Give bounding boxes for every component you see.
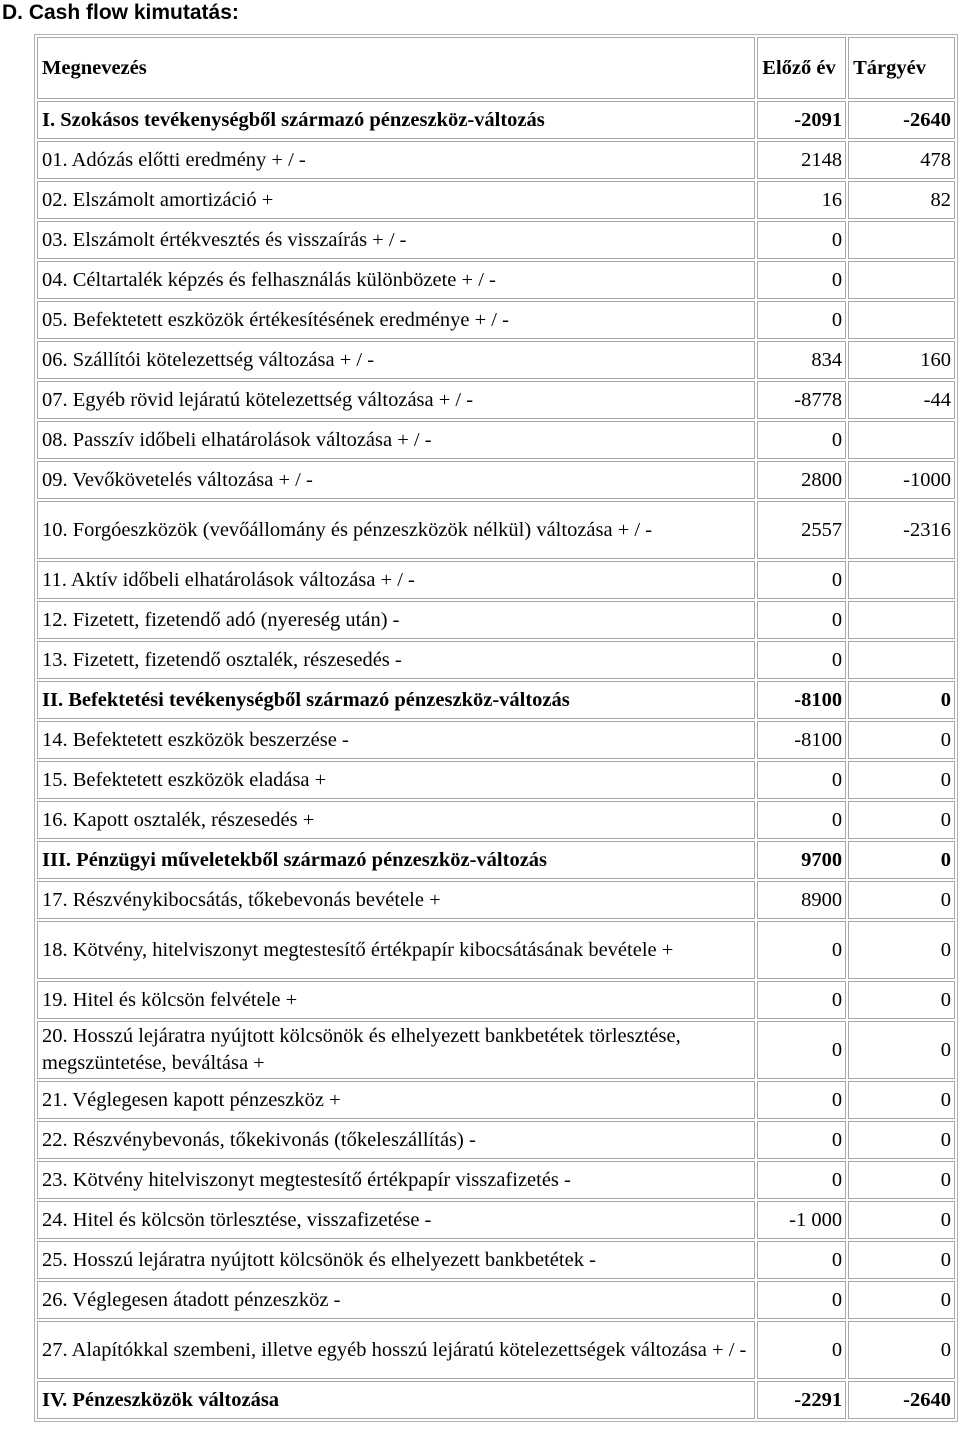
row-previous-year-value: 0 (757, 301, 846, 339)
table-row (37, 1121, 955, 1159)
row-previous-year-value: 0 (757, 261, 846, 299)
table-row (37, 981, 955, 1019)
row-previous-year-value: 16 (757, 181, 846, 219)
row-current-year-value: 0 (848, 1281, 955, 1319)
row-previous-year-value: 0 (757, 1281, 846, 1319)
row-label: 03. Elszámolt értékvesztés és visszaírás + / - (37, 221, 755, 259)
row-label: IV. Pénzeszközök változása (37, 1381, 755, 1419)
row-previous-year-value: 834 (757, 341, 846, 379)
table-row (37, 461, 955, 499)
row-current-year-value: 160 (848, 341, 955, 379)
table-row (37, 301, 955, 339)
row-label: 08. Passzív időbeli elhatárolások változása + / - (37, 421, 755, 459)
row-current-year-value: 0 (848, 1161, 955, 1199)
row-current-year-value: 0 (848, 721, 955, 759)
row-label: 25. Hosszú lejáratra nyújtott kölcsönök és elhelyezett bankbetétek - (37, 1241, 755, 1279)
row-previous-year-value: 0 (757, 221, 846, 259)
table-section-row (37, 681, 955, 719)
table-row (37, 1281, 955, 1319)
column-header-current-year: Tárgyév (848, 37, 955, 99)
row-label: 26. Véglegesen átadott pénzeszköz - (37, 1281, 755, 1319)
row-label: 27. Alapítókkal szembeni, illetve egyéb hosszú lejáratú kötelezettségek változása + / - (37, 1321, 755, 1379)
row-current-year-value: 0 (848, 801, 955, 839)
row-label: 16. Kapott osztalék, részesedés + (37, 801, 755, 839)
row-current-year-value: 0 (848, 841, 955, 879)
table-row (37, 881, 955, 919)
row-previous-year-value: 0 (757, 1321, 846, 1379)
row-label: III. Pénzügyi műveletekből származó pénzeszköz-változás (37, 841, 755, 879)
row-label: 24. Hitel és kölcsön törlesztése, visszafizetése - (37, 1201, 755, 1239)
row-previous-year-value: 2148 (757, 141, 846, 179)
row-previous-year-value: 0 (757, 1161, 846, 1199)
row-previous-year-value: 0 (757, 561, 846, 599)
row-current-year-value: -2316 (848, 501, 955, 559)
row-previous-year-value: -2091 (757, 101, 846, 139)
table-row (37, 641, 955, 679)
row-previous-year-value: 2800 (757, 461, 846, 499)
row-current-year-value: 0 (848, 681, 955, 719)
row-label: 12. Fizetett, fizetendő adó (nyereség után) - (37, 601, 755, 639)
row-previous-year-value: 0 (757, 1081, 846, 1119)
row-label: 10. Forgóeszközök (vevőállomány és pénzeszközök nélkül) változása + / - (37, 501, 755, 559)
row-current-year-value: 0 (848, 1321, 955, 1379)
row-previous-year-value: 0 (757, 981, 846, 1019)
table-section-row (37, 1381, 955, 1419)
row-label: 06. Szállítói kötelezettség változása + / - (37, 341, 755, 379)
row-previous-year-value: 0 (757, 641, 846, 679)
row-previous-year-value: -8778 (757, 381, 846, 419)
row-current-year-value: -44 (848, 381, 955, 419)
table-row (37, 1201, 955, 1239)
row-previous-year-value: 8900 (757, 881, 846, 919)
row-label: 09. Vevőkövetelés változása + / - (37, 461, 755, 499)
page-title: D. Cash flow kimutatás: (2, 1, 239, 24)
row-label: 15. Befektetett eszközök eladása + (37, 761, 755, 799)
column-header-previous-year: Előző év (757, 37, 846, 99)
row-label: 01. Adózás előtti eredmény + / - (37, 141, 755, 179)
table-row (37, 601, 955, 639)
row-previous-year-value: -8100 (757, 681, 846, 719)
table-row (37, 1161, 955, 1199)
table-row (37, 1081, 955, 1119)
row-previous-year-value: 0 (757, 1121, 846, 1159)
row-previous-year-value: 0 (757, 421, 846, 459)
row-current-year-value (848, 421, 955, 459)
row-label: 05. Befektetett eszközök értékesítésének eredménye + / - (37, 301, 755, 339)
row-label: 23. Kötvény hitelviszonyt megtestesítő értékpapír visszafizetés - (37, 1161, 755, 1199)
row-label: 13. Fizetett, fizetendő osztalék, részesedés - (37, 641, 755, 679)
cash-flow-table-body (37, 37, 955, 1419)
row-current-year-value (848, 641, 955, 679)
row-previous-year-value: 0 (757, 761, 846, 799)
row-label: 04. Céltartalék képzés és felhasználás különbözete + / - (37, 261, 755, 299)
row-current-year-value: 82 (848, 181, 955, 219)
row-previous-year-value: 0 (757, 1021, 846, 1079)
table-section-row (37, 101, 955, 139)
table-row (37, 501, 955, 559)
row-current-year-value (848, 221, 955, 259)
table-row (37, 801, 955, 839)
table-row (37, 181, 955, 219)
row-label: 22. Részvénybevonás, tőkekivonás (tőkeleszállítás) - (37, 1121, 755, 1159)
row-current-year-value (848, 261, 955, 299)
cash-flow-table (34, 34, 958, 1422)
row-current-year-value (848, 601, 955, 639)
table-row (37, 261, 955, 299)
row-label: 11. Aktív időbeli elhatárolások változása + / - (37, 561, 755, 599)
table-row (37, 381, 955, 419)
row-current-year-value (848, 301, 955, 339)
row-previous-year-value: 0 (757, 601, 846, 639)
row-current-year-value: 0 (848, 1241, 955, 1279)
table-row (37, 141, 955, 179)
row-label: 17. Részvénykibocsátás, tőkebevonás bevétele + (37, 881, 755, 919)
row-label: 19. Hitel és kölcsön felvétele + (37, 981, 755, 1019)
table-row (37, 421, 955, 459)
row-label: 02. Elszámolt amortizáció + (37, 181, 755, 219)
table-row (37, 561, 955, 599)
table-row (37, 761, 955, 799)
row-current-year-value (848, 561, 955, 599)
row-label: 14. Befektetett eszközök beszerzése - (37, 721, 755, 759)
row-previous-year-value: -8100 (757, 721, 846, 759)
row-label: II. Befektetési tevékenységből származó pénzeszköz-változás (37, 681, 755, 719)
row-previous-year-value: 0 (757, 921, 846, 979)
row-current-year-value: -2640 (848, 101, 955, 139)
table-row (37, 921, 955, 979)
row-current-year-value: 0 (848, 761, 955, 799)
row-current-year-value: 0 (848, 921, 955, 979)
row-previous-year-value: 0 (757, 1241, 846, 1279)
row-current-year-value: 0 (848, 1121, 955, 1159)
table-row (37, 1321, 955, 1379)
table-row (37, 721, 955, 759)
row-label: 07. Egyéb rövid lejáratú kötelezettség változása + / - (37, 381, 755, 419)
row-current-year-value: 0 (848, 1081, 955, 1119)
row-current-year-value: 0 (848, 981, 955, 1019)
row-previous-year-value: 9700 (757, 841, 846, 879)
table-row (37, 221, 955, 259)
table-row (37, 1241, 955, 1279)
row-previous-year-value: -2291 (757, 1381, 846, 1419)
row-current-year-value: 0 (848, 1201, 955, 1239)
row-current-year-value: 478 (848, 141, 955, 179)
row-label: 18. Kötvény, hitelviszonyt megtestesítő értékpapír kibocsátásának bevétele + (37, 921, 755, 979)
row-label: 21. Véglegesen kapott pénzeszköz + (37, 1081, 755, 1119)
table-row (37, 1021, 955, 1079)
row-current-year-value: -2640 (848, 1381, 955, 1419)
table-section-row (37, 841, 955, 879)
row-label: I. Szokásos tevékenységből származó pénzeszköz-változás (37, 101, 755, 139)
table-header-row (37, 37, 955, 99)
row-previous-year-value: -1 000 (757, 1201, 846, 1239)
column-header-name: Megnevezés (37, 37, 755, 99)
row-current-year-value: -1000 (848, 461, 955, 499)
row-label: 20. Hosszú lejáratra nyújtott kölcsönök és elhelyezett bankbetétek törlesztése, megszüntetése, beváltása + (37, 1021, 755, 1079)
row-current-year-value: 0 (848, 881, 955, 919)
row-previous-year-value: 2557 (757, 501, 846, 559)
row-previous-year-value: 0 (757, 801, 846, 839)
table-row (37, 341, 955, 379)
row-current-year-value: 0 (848, 1021, 955, 1079)
